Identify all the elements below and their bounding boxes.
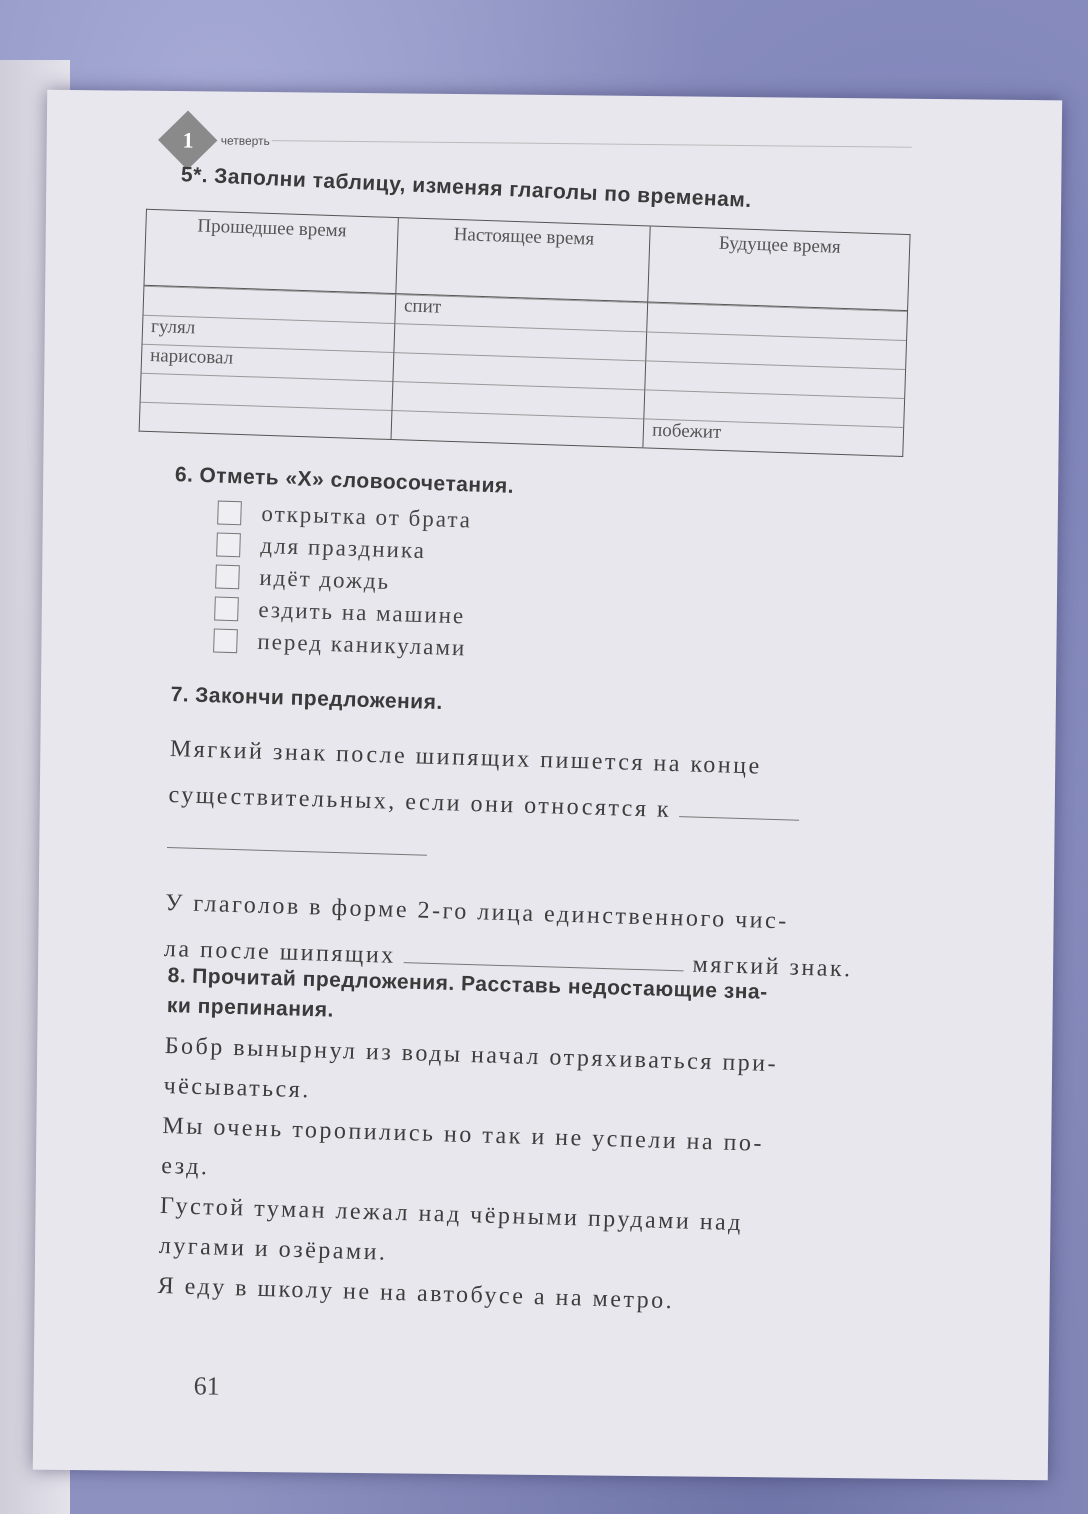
sentence2-line1: У глаголов в форме 2-го лица единственного чис- (164, 889, 790, 935)
verb-tense-table (139, 209, 911, 457)
task8-body (157, 1026, 1025, 1331)
task6-title (175, 463, 515, 499)
task6-number: 6. (174, 463, 194, 487)
table-cell[interactable]: побежит (644, 418, 904, 456)
sentence2-text: ла после шипящих (163, 935, 397, 969)
checkbox[interactable] (215, 565, 240, 590)
table-body-cell (139, 285, 907, 456)
sentence-line: Густой туман лежал над чёрными прудами над (159, 1192, 744, 1237)
sentence-line: езд. (160, 1152, 210, 1181)
sentence1-text: существительных, если они относятся к (168, 782, 672, 823)
task7-number: 7. (170, 683, 190, 707)
list-item (213, 624, 468, 664)
page-header (167, 119, 271, 162)
task7-text: Закончи предложения. (194, 683, 444, 715)
task5-text: Заполни таблицу, изменяя глаголы по временам. (213, 164, 753, 213)
phrase-checklist (213, 497, 472, 665)
task5-title (180, 163, 752, 213)
table-cell[interactable]: гулял (143, 315, 395, 352)
column-present: Настоящее время (396, 218, 650, 302)
sentence-line: Бобр вынырнул из воды начал отряхиваться при- (164, 1033, 779, 1078)
phrase-label: ездить на машине (258, 596, 466, 629)
table-cell[interactable]: спит (395, 294, 647, 331)
task8-text-cont: ки препинания. (166, 994, 335, 1022)
checkbox[interactable] (213, 628, 238, 653)
task7-title (170, 683, 443, 715)
sentence-line: чёсываться. (163, 1072, 312, 1104)
phrase-label: идёт дождь (259, 564, 391, 594)
phrase-label: перед каникулами (257, 628, 467, 661)
table-cell[interactable]: нарисовал (142, 344, 394, 381)
present-column-cells (392, 294, 649, 447)
task8-number: 8. (167, 964, 187, 988)
quarter-badge (158, 111, 217, 170)
column-future: Будущее время (648, 226, 910, 311)
task5-number: 5*. (180, 163, 209, 188)
workbook-page (33, 90, 1062, 1481)
sentence1-line1: Мягкий знак после шипящих пишется на конце (169, 736, 763, 780)
past-column-cells (140, 286, 397, 439)
task7-body (163, 726, 1000, 997)
phrase-label: для праздника (260, 532, 427, 564)
header-divider (272, 140, 912, 148)
sentence2-end: мягкий знак. (692, 951, 854, 983)
task8-text: Прочитай предложения. Расставь недостающие зна- (191, 964, 768, 1004)
answer-blank[interactable] (679, 816, 799, 821)
phrase-label: открытка от брата (261, 500, 473, 533)
task6-text: Отметь «Х» словосочетания. (199, 463, 515, 498)
sentence-line: лугами и озёрами. (158, 1232, 388, 1266)
column-past: Прошедшее время (144, 209, 398, 293)
checkbox[interactable] (217, 501, 242, 526)
page-number: 61 (193, 1371, 220, 1401)
answer-blank[interactable] (167, 847, 427, 856)
quarter-number: 1 (182, 127, 194, 153)
sentence-line: Мы очень торопились но так и не успели на по- (162, 1112, 765, 1157)
checkbox[interactable] (214, 596, 239, 621)
checkbox[interactable] (216, 533, 241, 558)
sentence-line: Я еду в школу не на автобусе а на метро. (157, 1272, 675, 1315)
quarter-label: четверть (220, 133, 270, 149)
future-column-cells (644, 302, 907, 455)
